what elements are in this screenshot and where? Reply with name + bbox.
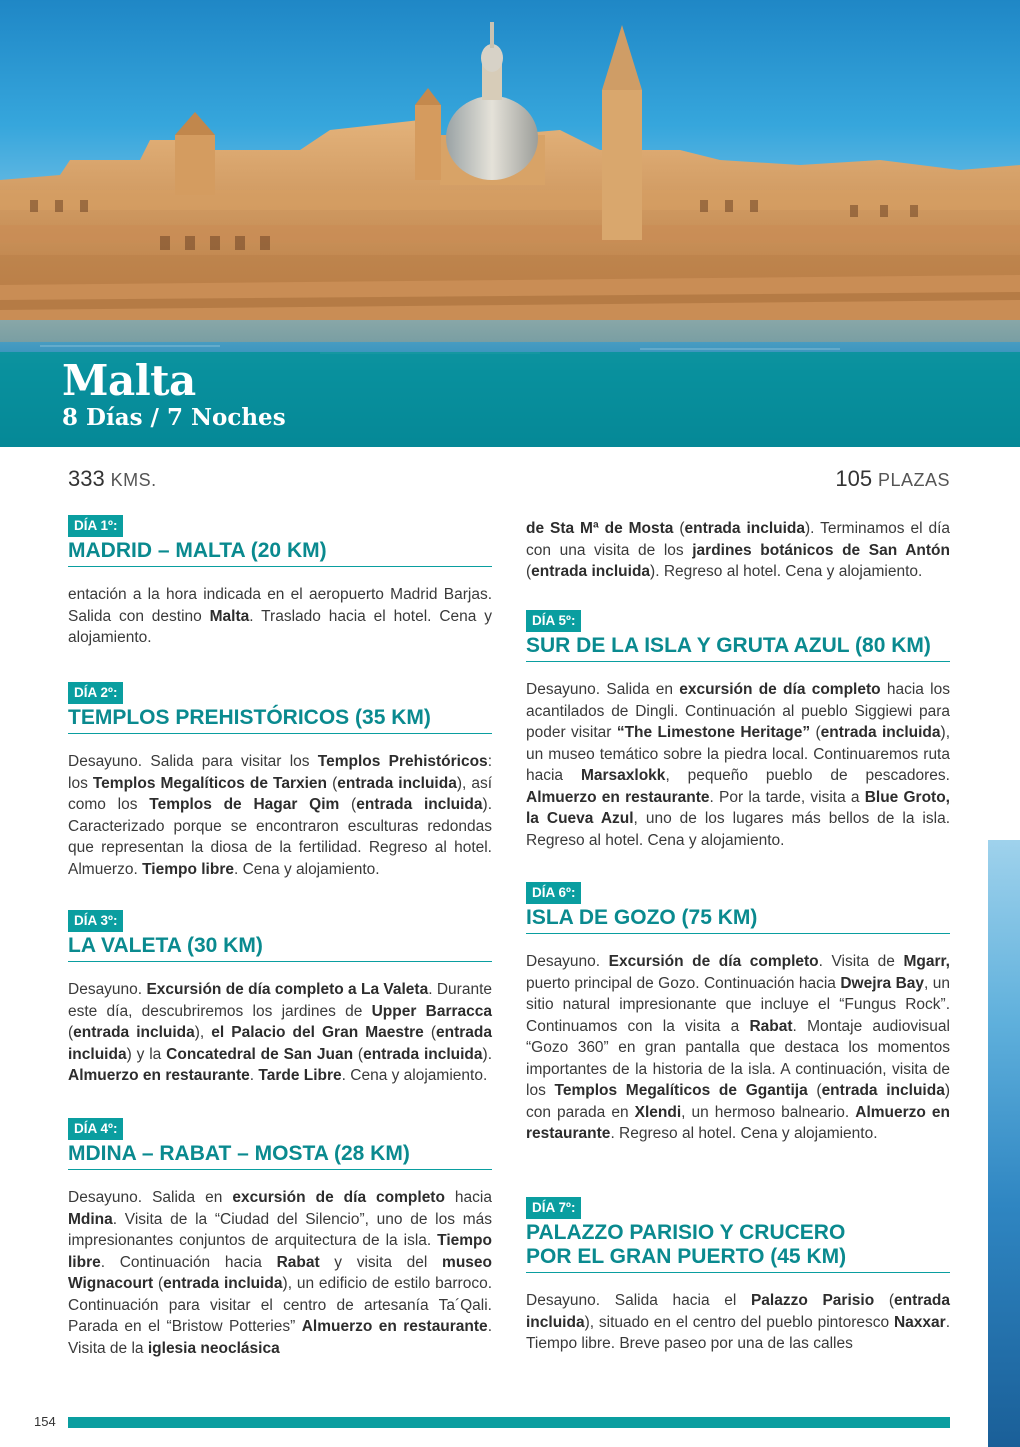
bold-highlight: entrada incluida bbox=[526, 1292, 950, 1331]
bold-highlight: museo Wignacourt bbox=[68, 1253, 492, 1292]
bold-highlight: Mgarr, bbox=[903, 953, 950, 970]
bold-highlight: entrada incluida bbox=[68, 1024, 492, 1063]
day-6-section bbox=[526, 882, 950, 1145]
bold-highlight: Dwejra Bay bbox=[840, 974, 925, 992]
bold-highlight: Tiempo libre bbox=[142, 860, 234, 878]
seats-unit: PLAZAS bbox=[877, 470, 950, 490]
day-description: Desayuno. Salida en excursión de día completo hacia los acantilados de Dingli. Continuación al pueblo Siggiewi para poder visitar “The Limestone Heritage” (entrada incluida), un museo temático sobre la piedra local. Continuaremos ruta hacia Marsaxlokk, pequeño pueblo de pescadores. Almuerzo en restaurante. Por la tarde, visita a Blue Groto, la Cueva Azul, uno de los lugares más bellos de la isla. Regreso al hotel. Cena y alojamiento. bbox=[526, 681, 950, 849]
day-description: Desayuno. Excursión de día completo. Visita de Mgarr, puerto principal de Gozo. Continuación hacia Dwejra Bay, un sitio natural impresionante que incluye el “Fungus Rock”. Continuamos con la visita a Rabat. Montaje audiovisual “Gozo 360” en gran pantalla que destaca los momentos importantes de la historia de la isla. A continuación, visita de los Templos Megalíticos de Ggantija (entrada incluida) con parada en Xlendi, un hermoso balneario. Almuerzo en restaurante. Regreso al hotel. Cena y alojamiento. bbox=[526, 953, 951, 1142]
day-description: Desayuno. Salida para visitar los Templos Prehistóricos: los Templos Megalíticos de Tarxien (entrada incluida), así como los Templos de Hagar Qim (entrada incluida). Caracterizado porque se encontraron esculturas redondas que representan la diosa de la fertilidad. Regreso al hotel. Almuerzo. Tiempo libre. Cena y alojamiento. bbox=[68, 753, 493, 878]
bold-highlight: entrada incluida bbox=[337, 774, 457, 792]
day-tag: DÍA 1º: bbox=[68, 515, 123, 537]
seats-value: 105 bbox=[835, 466, 873, 491]
seats-stat bbox=[835, 466, 950, 492]
bold-highlight: excursión de día completo bbox=[232, 1189, 445, 1206]
bold-highlight: entrada incluida bbox=[684, 520, 806, 537]
day-tag: DÍA 7º: bbox=[526, 1197, 581, 1219]
bold-highlight: Almuerzo en restaurante bbox=[526, 788, 710, 806]
bold-highlight: Rabat bbox=[749, 1017, 793, 1035]
bold-highlight: entrada incluida bbox=[356, 796, 483, 813]
bold-highlight: Tiempo libre bbox=[68, 1232, 492, 1271]
day-title: TEMPLOS PREHISTÓRICOS (35 KM) bbox=[68, 706, 492, 734]
bold-highlight: Excursión de día completo a La Valeta bbox=[146, 981, 429, 998]
day-tag: DÍA 2º: bbox=[68, 682, 123, 704]
day-7-section bbox=[526, 1197, 950, 1355]
bold-highlight: el Palacio del Gran Maestre bbox=[211, 1024, 424, 1041]
bold-highlight: Upper Barracca bbox=[371, 1002, 492, 1020]
day-description: de Sta Mª de Mosta (entrada incluida). Terminamos el día con una visita de los jardines botánicos de San Antón (entrada incluida). Regreso al hotel. Cena y alojamiento. bbox=[526, 520, 950, 580]
bold-highlight: Tarde Libre bbox=[258, 1067, 342, 1084]
footer-bar bbox=[68, 1417, 950, 1428]
day-description: Desayuno. Salida hacia el Palazzo Parisio (entrada incluida), situado en el centro del pueblo pintoresco Naxxar. Tiempo libre. Breve paseo por una de las calles bbox=[526, 1292, 950, 1352]
bold-highlight: Templos Megalíticos de Ggantija bbox=[554, 1082, 808, 1099]
bold-highlight: Templos de Hagar Qim bbox=[149, 796, 340, 813]
day-tag: DÍA 6º: bbox=[526, 882, 581, 904]
bold-highlight: entrada incluida bbox=[163, 1275, 283, 1292]
bold-highlight: Rabat bbox=[276, 1253, 320, 1271]
bold-highlight: Templos Prehistóricos bbox=[317, 753, 488, 770]
bold-highlight: Mdina bbox=[68, 1210, 113, 1228]
bold-highlight: Almuerzo en restaurante bbox=[526, 1103, 951, 1142]
bold-highlight: iglesia neoclásica bbox=[147, 1339, 280, 1357]
day-description: Desayuno. Salida en excursión de día completo hacia Mdina. Visita de la “Ciudad del Silencio”, uno de los más impresionantes conjuntos de arquitectura de la isla. Tiempo libre. Continuación hacia Rabat y visita del museo Wignacourt (entrada incluida), un edificio de estilo barroco. Continuación para visitar el centro de artesanía Ta´Qali. Parada en el “Bristow Potteries” Almuerzo en restaurante. Visita de la iglesia neoclásica bbox=[68, 1189, 492, 1357]
day-description: Desayuno. Excursión de día completo a La Valeta. Durante este día, descubriremos los jardines de Upper Barracca (entrada incluida), el Palacio del Gran Maestre (entrada incluida) y la Concatedral de San Juan (entrada incluida). Almuerzo en restaurante. Tarde Libre. Cena y alojamiento. bbox=[68, 981, 492, 1084]
day-tag: DÍA 4º: bbox=[68, 1118, 123, 1140]
bold-highlight: Xlendi bbox=[634, 1103, 682, 1121]
hero-image bbox=[0, 0, 1020, 447]
day-title: MADRID – MALTA (20 KM) bbox=[68, 539, 492, 567]
bold-highlight: Templos Megalíticos de Tarxien bbox=[92, 774, 328, 792]
distance-value: 333 bbox=[68, 466, 105, 491]
bold-highlight: de Sta Mª de Mosta bbox=[526, 520, 674, 537]
bold-highlight: jardines botánicos de San Antón bbox=[692, 541, 950, 559]
page-subtitle: 8 Días / 7 Noches bbox=[62, 404, 286, 431]
bold-highlight: Almuerzo en restaurante bbox=[301, 1318, 488, 1335]
distance-stat bbox=[68, 466, 157, 492]
day-4-section bbox=[68, 1118, 492, 1359]
day-title: PALAZZO PARISIO Y CRUCERO POR EL GRAN PUERTO (45 KM) bbox=[526, 1221, 847, 1268]
bold-highlight: Excursión de día completo bbox=[608, 953, 819, 970]
side-photo-strip bbox=[988, 840, 1020, 1447]
bold-highlight: Almuerzo en restaurante bbox=[68, 1067, 250, 1084]
day-description: entación a la hora indicada en el aeropuerto Madrid Barjas. Salida con destino Malta. Traslado hacia el hotel. Cena y alojamiento. bbox=[68, 586, 493, 646]
bold-highlight: “The Limestone Heritage” bbox=[616, 724, 811, 741]
day-tag: DÍA 5º: bbox=[526, 610, 581, 632]
day-title: MDINA – RABAT – MOSTA (28 KM) bbox=[68, 1142, 492, 1170]
day-3-section bbox=[68, 910, 492, 1087]
day-2-section bbox=[68, 682, 492, 880]
bold-highlight: Malta bbox=[209, 607, 250, 625]
bold-highlight: Palazzo Parisio bbox=[750, 1292, 875, 1309]
day-title: LA VALETA (30 KM) bbox=[68, 934, 492, 962]
page-number: 154 bbox=[34, 1414, 56, 1429]
bold-highlight: Blue Groto, la Cueva Azul bbox=[526, 788, 950, 827]
day-1-section bbox=[68, 515, 492, 649]
bold-highlight: entrada incluida bbox=[73, 1024, 195, 1041]
page-title: Malta bbox=[62, 356, 196, 405]
bold-highlight: entrada incluida bbox=[821, 1082, 945, 1099]
bold-highlight: Marsaxlokk bbox=[580, 767, 666, 784]
bold-highlight: entrada incluida bbox=[531, 563, 651, 580]
day-4-continued bbox=[526, 518, 950, 583]
bold-highlight: Naxxar bbox=[893, 1313, 946, 1331]
bold-highlight: excursión de día completo bbox=[679, 681, 881, 698]
bold-highlight: entrada incluida bbox=[820, 724, 941, 741]
bold-highlight: entrada incluida bbox=[363, 1045, 483, 1063]
day-tag: DÍA 3º: bbox=[68, 910, 123, 932]
day-title: SUR DE LA ISLA Y GRUTA AZUL (80 KM) bbox=[526, 634, 950, 662]
distance-unit: KMS. bbox=[110, 470, 157, 490]
bold-highlight: Concatedral de San Juan bbox=[166, 1045, 354, 1063]
day-title: ISLA DE GOZO (75 KM) bbox=[526, 906, 950, 934]
day-5-section bbox=[526, 610, 950, 851]
day-title-rule bbox=[526, 1272, 950, 1273]
